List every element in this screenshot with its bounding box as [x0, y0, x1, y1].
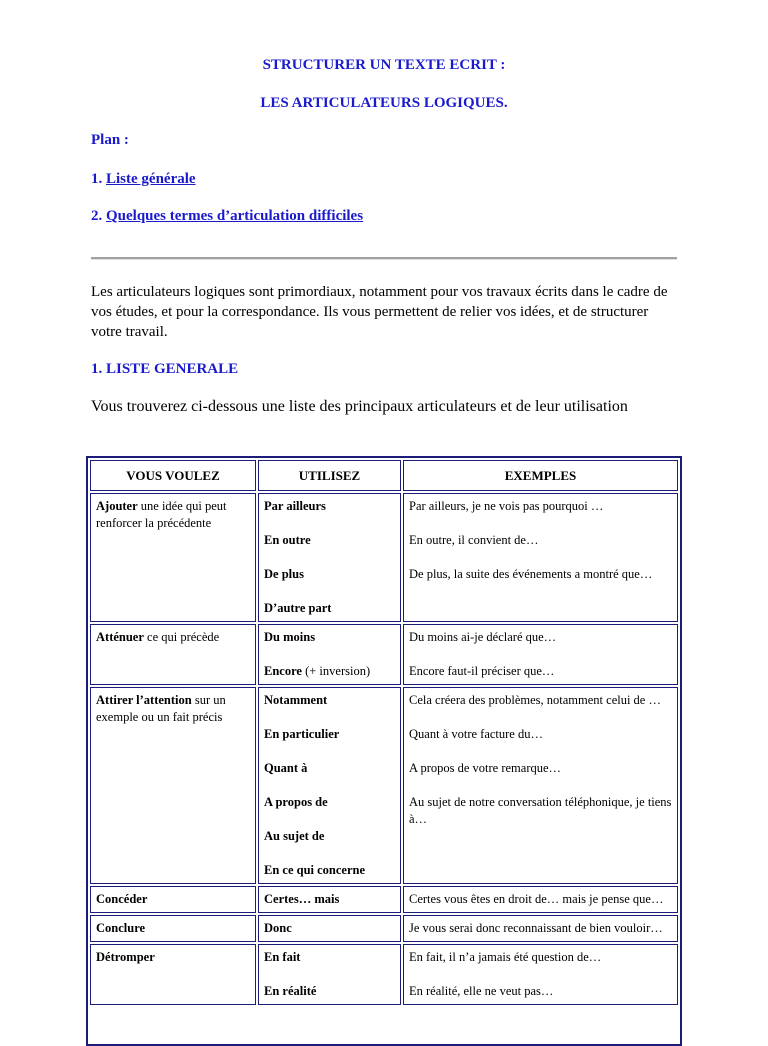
- plan-link-liste-generale[interactable]: Liste générale: [106, 171, 196, 187]
- plan-item-2-number: 2.: [91, 208, 106, 224]
- plan-item-1-number: 1.: [91, 171, 106, 187]
- cell-purpose: Concéder: [90, 886, 256, 913]
- intro-paragraph: Les articulateurs logiques sont primordiaux, notamment pour vos travaux écrits dans le cadre de vos études, et pour la correspondance. Ils vous permettent de relier vos idées, et de structurer votre travail.: [91, 284, 668, 340]
- cell-purpose: Ajouter une idée qui peut renforcer la précédente: [90, 493, 256, 622]
- doc-title-line-1: STRUCTURER UN TEXTE ECRIT :: [262, 57, 506, 73]
- cell-articulators: En fait En réalité: [258, 944, 401, 1005]
- cell-articulators: Du moins Encore (+ inversion): [258, 624, 401, 685]
- cell-articulators: Notamment En particulier Quant à A propos de Au sujet de En ce qui concerne: [258, 687, 401, 884]
- cell-articulators: Certes… mais: [258, 886, 401, 913]
- cell-examples: Par ailleurs, je ne vois pas pourquoi … En outre, il convient de… De plus, la suite des événements a montré que…: [403, 493, 678, 622]
- section-lead-paragraph: Vous trouverez ci-dessous une liste des principaux articulateurs et de leur utilisation: [91, 398, 628, 415]
- column-header-exemples: EXEMPLES: [403, 460, 678, 491]
- table-row: [90, 624, 678, 685]
- table-row: [90, 493, 678, 622]
- articulators-table: [86, 456, 682, 1046]
- cell-examples: Je vous serai donc reconnaissant de bien vouloir…: [403, 915, 678, 942]
- plan-link-termes-difficiles[interactable]: Quelques termes d’articulation difficiles: [106, 208, 364, 224]
- cell-purpose: Conclure: [90, 915, 256, 942]
- cell-examples: En fait, il n’a jamais été question de… En réalité, elle ne veut pas…: [403, 944, 678, 1005]
- cell-purpose: Attirer l’attention sur un exemple ou un fait précis: [90, 687, 256, 884]
- table-row: [90, 886, 678, 913]
- table-row: [90, 915, 678, 942]
- doc-title-line-2: LES ARTICULATEURS LOGIQUES.: [260, 95, 508, 111]
- cell-purpose: Détromper: [90, 944, 256, 1005]
- cell-articulators: Donc: [258, 915, 401, 942]
- cell-examples: Certes vous êtes en droit de… mais je pense que…: [403, 886, 678, 913]
- plan-item-1: [91, 171, 196, 188]
- plan-heading: Plan :: [91, 132, 129, 148]
- cell-examples: Du moins ai-je déclaré que… Encore faut-il préciser que…: [403, 624, 678, 685]
- column-header-vous-voulez: VOUS VOULEZ: [90, 460, 256, 491]
- plan-item-2: [91, 208, 363, 225]
- column-header-utilisez: UTILISEZ: [258, 460, 401, 491]
- table-header-row: [90, 460, 678, 491]
- table-row: [90, 944, 678, 1005]
- section-heading-liste-generale: 1. LISTE GENERALE: [91, 361, 239, 377]
- horizontal-divider: [91, 257, 677, 260]
- cell-examples: Cela créera des problèmes, notamment celui de … Quant à votre facture du… A propos de votre remarque… Au sujet de notre conversation téléphonique, je tiens à…: [403, 687, 678, 884]
- table-row: [90, 687, 678, 884]
- cell-articulators: Par ailleurs En outre De plus D’autre part: [258, 493, 401, 622]
- cell-purpose: Atténuer ce qui précède: [90, 624, 256, 685]
